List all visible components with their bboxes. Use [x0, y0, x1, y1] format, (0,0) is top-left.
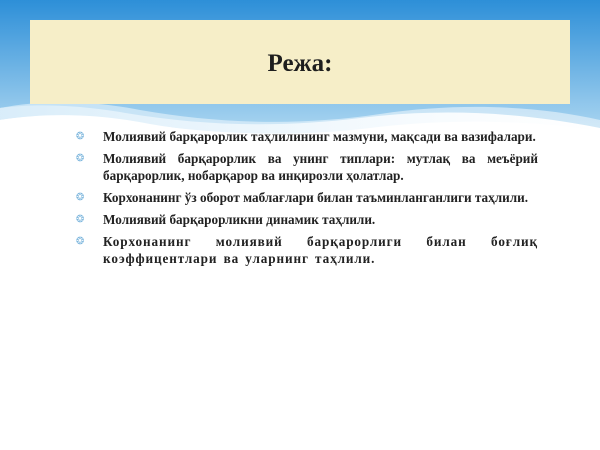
bullet-list [75, 128, 538, 272]
dotted-bullet-icon: ❂ [76, 214, 85, 225]
bullet-text: Молиявий барқарорлик ва унинг типлари: мутлақ ва меъёрий барқарорлик, нобарқарор ва инқирозли ҳолатлар. [103, 151, 538, 183]
list-item [75, 128, 538, 145]
bullet-text: Молиявий барқарорликни динамик таҳлили. [103, 212, 376, 227]
list-item [75, 211, 538, 228]
title-box [30, 20, 570, 104]
dotted-bullet-icon: ❂ [76, 236, 85, 247]
bullet-text: Корхонанинг ўз оборот маблағлари билан таъминланганлиги таҳлили. [103, 190, 529, 205]
bullet-text: Молиявий барқарорлик таҳлилининг мазмуни, мақсади ва вазифалари. [103, 129, 536, 144]
dotted-bullet-icon: ❂ [76, 153, 85, 164]
list-item [75, 189, 538, 206]
bullet-text: Корхонанинг молиявий барқарорлиги билан боғлиқ коэффицентлари ва уларнинг таҳлили. [103, 234, 538, 266]
list-item [75, 233, 538, 267]
dotted-bullet-icon: ❂ [76, 192, 85, 203]
slide-title: Режа: [267, 50, 333, 77]
list-item [75, 150, 538, 184]
dotted-bullet-icon: ❂ [76, 131, 85, 142]
